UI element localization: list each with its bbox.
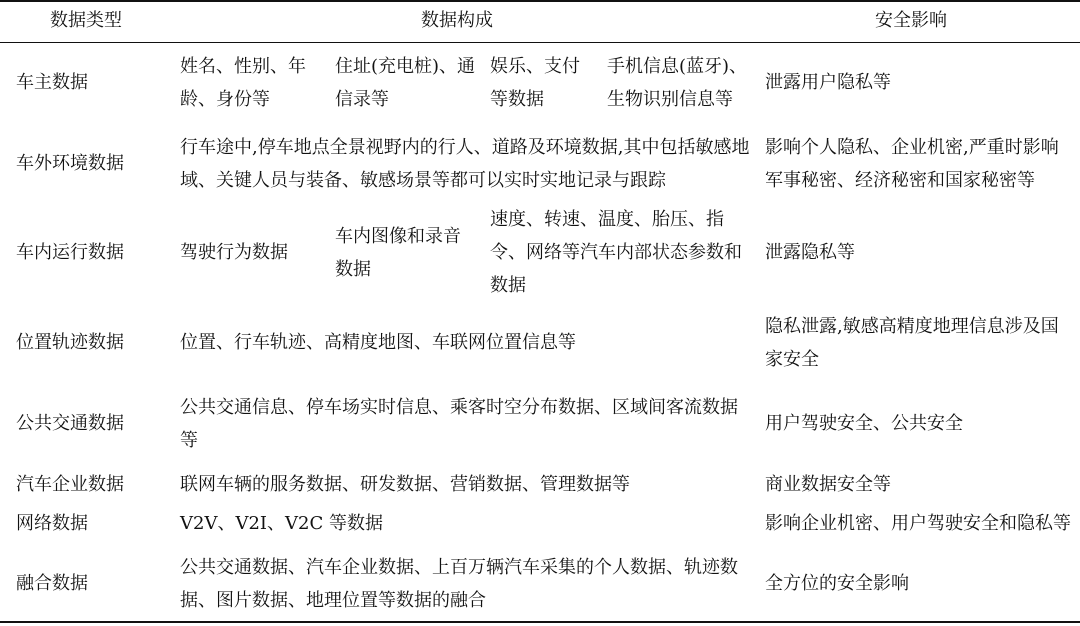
- row-composition-part: 姓名、性别、年龄、身份等: [180, 56, 306, 110]
- header-security-impact: 安全影响: [875, 10, 947, 31]
- header-rule: [0, 42, 1080, 43]
- row-composition-part: 车内图像和录音数据: [335, 226, 461, 280]
- row-composition-part: 娱乐、支付等数据: [490, 56, 580, 110]
- header-data-composition: 数据构成: [421, 10, 493, 31]
- row-composition: 联网车辆的服务数据、研发数据、营销数据、管理数据等: [180, 474, 630, 495]
- row-type: 车主数据: [16, 72, 88, 93]
- row-type: 车外环境数据: [16, 153, 124, 174]
- row-composition: 公共交通数据、汽车企业数据、上百万辆汽车采集的个人数据、轨迹数据、图片数据、地理位置等数据的融合: [180, 557, 738, 611]
- row-impact: 全方位的安全影响: [765, 573, 909, 594]
- row-type: 位置轨迹数据: [16, 332, 124, 353]
- row-impact: 影响个人隐私、企业机密,严重时影响军事秘密、经济秘密和国家秘密等: [765, 137, 1059, 191]
- row-impact: 隐私泄露,敏感高精度地理信息涉及国家安全: [765, 316, 1059, 370]
- row-composition: V2V、V2I、V2C 等数据: [180, 513, 383, 534]
- row-composition-part: 速度、转速、温度、胎压、指令、网络等汽车内部状态参数和数据: [490, 209, 742, 296]
- row-type: 车内运行数据: [16, 242, 124, 263]
- row-composition: 公共交通信息、停车场实时信息、乘客时空分布数据、区域间客流数据等: [180, 397, 738, 451]
- row-type: 汽车企业数据: [16, 474, 124, 495]
- top-rule: [0, 0, 1080, 2]
- row-composition-part: 驾驶行为数据: [180, 242, 288, 263]
- row-impact: 泄露隐私等: [765, 242, 855, 263]
- row-composition-part: 住址(充电桩)、通信录等: [335, 56, 476, 110]
- header-data-type: 数据类型: [50, 10, 122, 31]
- row-impact: 泄露用户隐私等: [765, 72, 891, 93]
- row-composition: 行车途中,停车地点全景视野内的行人、道路及环境数据,其中包括敏感地域、关键人员与装备、敏感场景等都可以实时实地记录与跟踪: [180, 137, 750, 191]
- row-impact: 商业数据安全等: [765, 474, 891, 495]
- row-impact: 影响企业机密、用户驾驶安全和隐私等: [765, 513, 1071, 534]
- row-type: 融合数据: [16, 573, 88, 594]
- row-composition: 位置、行车轨迹、高精度地图、车联网位置信息等: [180, 332, 576, 353]
- bottom-rule: [0, 621, 1080, 623]
- row-type: 网络数据: [16, 513, 88, 534]
- row-composition-part: 手机信息(蓝牙)、生物识别信息等: [607, 56, 748, 110]
- row-impact: 用户驾驶安全、公共安全: [765, 413, 963, 434]
- row-type: 公共交通数据: [16, 413, 124, 434]
